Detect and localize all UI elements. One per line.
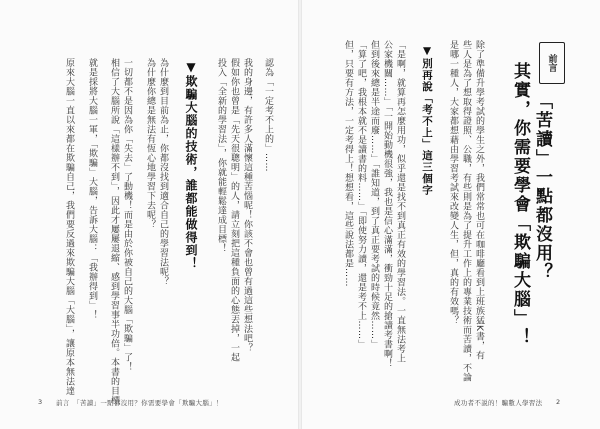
- left-body-line-4: 相信了大腦所說「這樣辦不到」，因此才屢屢退縮、感到學習事半功倍。本書的目標: [109, 58, 119, 405]
- chapter-title-line1: 「苦讀」一點都沒用？: [532, 92, 552, 282]
- left-top-line-4: 投入「全新的學習法」，你就能輕鬆達成目標！: [216, 58, 226, 253]
- left-body-line-2: 為什麼你總是無法有恆心地學習下去呢？: [145, 58, 155, 229]
- section-tag: [539, 42, 565, 84]
- section-tag-label: 前言: [546, 54, 557, 72]
- chapter-title-line2: 其實，你需要學會「欺騙大腦」！: [510, 62, 530, 347]
- left-top-line-1: 認為「一定考不上的」……: [263, 58, 273, 172]
- right-body-line-5: 但，只要有方法，一定考得上！想想看，這些說法都是……: [343, 40, 353, 287]
- intro-line-1: 除了準備升學考試的學生之外，我們常常也可在咖啡廳看到上班族猛K書，有: [474, 40, 484, 360]
- right-subheading: ▼別再說「考不上」這三個字: [421, 45, 433, 196]
- left-body-line-6: 原來大腦一直以來都在欺騙自己，我們要反過來欺騙大腦「大腦」，讓原本無法達: [64, 58, 74, 396]
- intro-line-2: 些人是為了想取得證照、公職，有些則是為了提升工作上的專業技術而苦讀，不論: [461, 40, 471, 382]
- left-top-line-2: 我的身邊，有許多人滿懷這種苦惱呢！你該不會也曾有過這些想法吧？: [242, 58, 252, 353]
- right-body-line-1: 「是啊，就算再怎麼用功，似乎還是找不到真正有效的學習法。一直無法考上: [395, 40, 405, 363]
- left-body-line-3: 一切都不是因為你「失去」了動機！而是由於你被自己的大腦「欺騙」了！: [122, 58, 132, 372]
- book-gutter: [298, 0, 302, 429]
- right-body-line-4: 「算了吧，我根本就不是讀書的料……」「即使努力讀，還是考不上……」: [356, 40, 366, 349]
- right-page-number: 2: [556, 398, 561, 406]
- right-body-line-2: 公家機關……」「一開始動機很強，我也是信心滿滿，衝勁十足的搶讀考書啊！: [382, 40, 392, 368]
- left-top-line-3: 假如你也曾是「先天很聰明」的人，請立刻把這種負面的心態丟掉，一起: [229, 58, 239, 362]
- left-heading: ▼欺騙大腦的技術，誰都能做得到！: [184, 60, 198, 270]
- left-running-footer: 前言 「苦讀」一點都沒用？你需要學會「欺騙大腦」！: [56, 399, 223, 407]
- left-body-line-1: 為什麼到目前為止，你都沒找到適合自己的學習法呢？: [158, 58, 168, 286]
- right-running-footer: 成功者不説的！騙數人學習法: [454, 399, 543, 407]
- right-body-line-3: 但到後來總是半途而廢……」「誰知道，到了真正要考試的時候竟然……」: [369, 40, 379, 349]
- left-body-line-5: 就是採將大腦一軍，「欺騙」大腦，告訴大腦：「我辦得到」！: [87, 58, 97, 320]
- left-page-number: 3: [38, 398, 43, 406]
- intro-line-3: 是哪一種人，大家都想藉由學習考試來改變人生，但，真的有效嗎？: [448, 40, 458, 325]
